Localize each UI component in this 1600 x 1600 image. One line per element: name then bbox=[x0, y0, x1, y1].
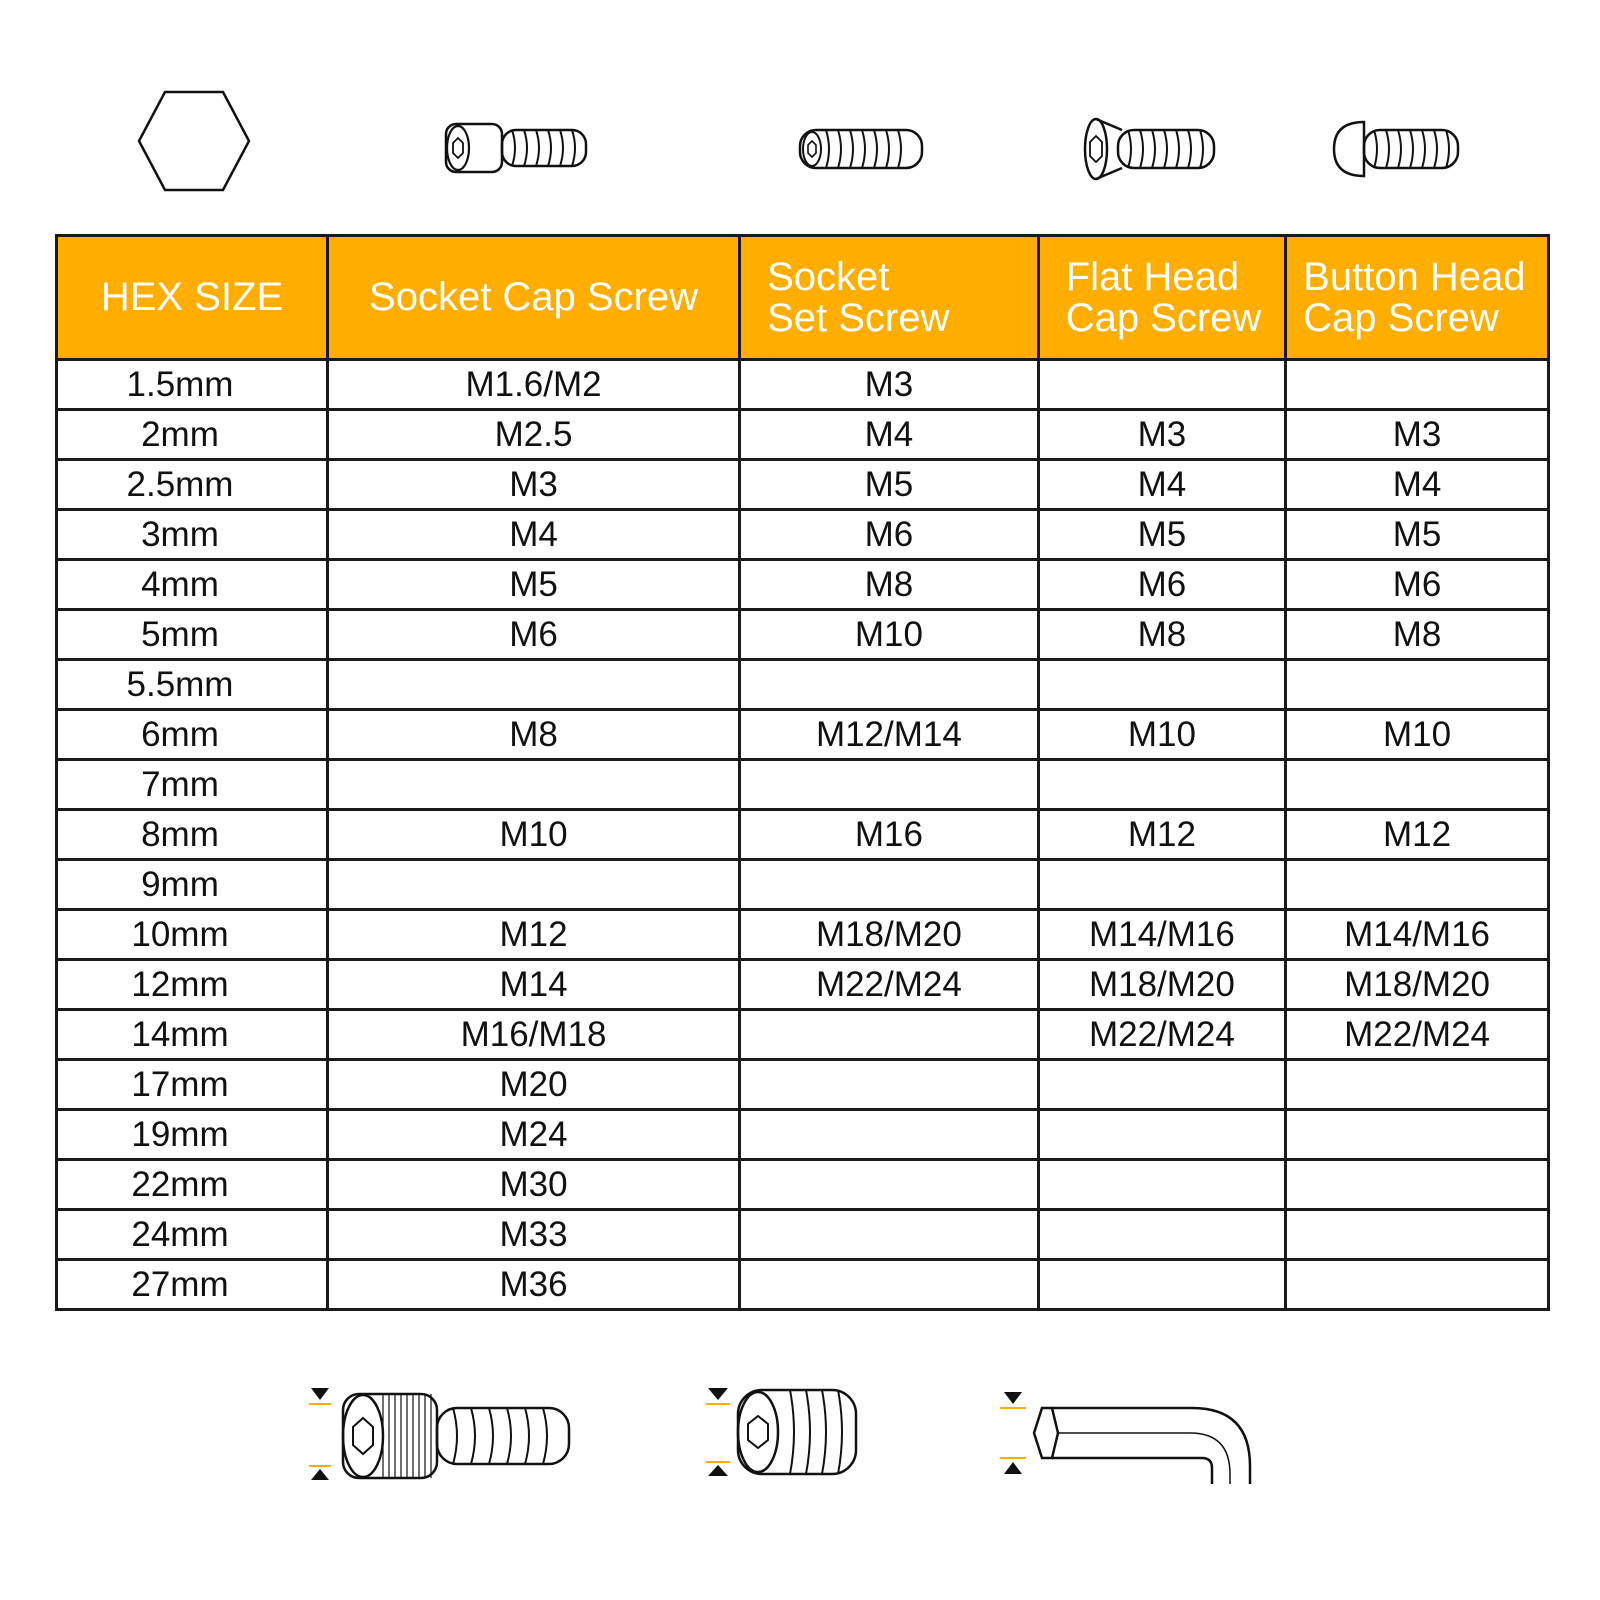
screw-size-cell: M5 bbox=[740, 460, 1039, 510]
hex-size-cell: 8mm bbox=[57, 810, 328, 860]
hex-size-cell: 22mm bbox=[57, 1160, 328, 1210]
screw-size-cell bbox=[1286, 1210, 1549, 1260]
table-row bbox=[57, 1010, 1549, 1060]
set-screw-measure-diagram bbox=[702, 1380, 862, 1490]
top-icon-row bbox=[0, 90, 1600, 210]
screw-size-cell: M22/M24 bbox=[1038, 1010, 1285, 1060]
screw-size-cell: M12 bbox=[1038, 810, 1285, 860]
screw-size-cell bbox=[1038, 1110, 1285, 1160]
screw-size-cell: M8 bbox=[1286, 610, 1549, 660]
screw-size-cell: M5 bbox=[1038, 510, 1285, 560]
screw-size-cell bbox=[740, 1060, 1039, 1110]
screw-size-cell bbox=[327, 660, 739, 710]
screw-size-cell bbox=[740, 1110, 1039, 1160]
column-header-flat-head-cap-screw: Flat Head Cap Screw bbox=[1038, 236, 1285, 360]
hex-size-cell: 5mm bbox=[57, 610, 328, 660]
screw-size-cell bbox=[1286, 1110, 1549, 1160]
screw-size-cell: M36 bbox=[327, 1260, 739, 1310]
column-header-socket-cap-screw: Socket Cap Screw bbox=[327, 236, 739, 360]
screw-size-cell: M12 bbox=[1286, 810, 1549, 860]
screw-size-cell: M18/M20 bbox=[1038, 960, 1285, 1010]
table-row bbox=[57, 660, 1549, 710]
screw-size-cell: M20 bbox=[327, 1060, 739, 1110]
table-row bbox=[57, 610, 1549, 660]
screw-size-cell bbox=[327, 760, 739, 810]
screw-size-cell bbox=[1286, 1260, 1549, 1310]
screw-size-cell: M10 bbox=[1286, 710, 1549, 760]
screw-size-cell: M22/M24 bbox=[740, 960, 1039, 1010]
table-row bbox=[57, 1160, 1549, 1210]
screw-size-cell bbox=[740, 1260, 1039, 1310]
screw-size-cell: M4 bbox=[327, 510, 739, 560]
socket-cap-screw-icon bbox=[444, 120, 592, 176]
screw-size-cell: M2.5 bbox=[327, 410, 739, 460]
hex-size-table bbox=[55, 234, 1550, 1311]
table-row bbox=[57, 910, 1549, 960]
screw-size-cell: M4 bbox=[740, 410, 1039, 460]
bottom-diagram-row bbox=[0, 1380, 1600, 1520]
screw-size-cell: M16/M18 bbox=[327, 1010, 739, 1060]
screw-size-cell bbox=[740, 660, 1039, 710]
hex-size-cell: 10mm bbox=[57, 910, 328, 960]
screw-size-cell bbox=[1286, 360, 1549, 410]
screw-size-cell bbox=[327, 860, 739, 910]
table-row bbox=[57, 710, 1549, 760]
screw-size-cell: M3 bbox=[1286, 410, 1549, 460]
screw-size-cell bbox=[1038, 1160, 1285, 1210]
screw-size-cell: M10 bbox=[740, 610, 1039, 660]
table-row bbox=[57, 560, 1549, 610]
hex-key-measure-diagram bbox=[996, 1380, 1260, 1490]
screw-size-cell bbox=[1286, 1060, 1549, 1110]
screw-size-cell: M6 bbox=[740, 510, 1039, 560]
hex-size-cell: 14mm bbox=[57, 1010, 328, 1060]
column-header-button-head-cap-screw: Button Head Cap Screw bbox=[1286, 236, 1549, 360]
screw-size-cell: M8 bbox=[740, 560, 1039, 610]
hex-size-cell: 19mm bbox=[57, 1110, 328, 1160]
table-row bbox=[57, 1210, 1549, 1260]
screw-size-cell: M22/M24 bbox=[1286, 1010, 1549, 1060]
screw-size-cell bbox=[740, 1210, 1039, 1260]
hex-size-cell: 1.5mm bbox=[57, 360, 328, 410]
table-row bbox=[57, 810, 1549, 860]
screw-size-cell bbox=[740, 860, 1039, 910]
screw-size-cell: M8 bbox=[327, 710, 739, 760]
screw-size-cell: M10 bbox=[327, 810, 739, 860]
table-row bbox=[57, 860, 1549, 910]
screw-size-cell: M14 bbox=[327, 960, 739, 1010]
hex-size-cell: 17mm bbox=[57, 1060, 328, 1110]
table-row bbox=[57, 510, 1549, 560]
hex-size-cell: 5.5mm bbox=[57, 660, 328, 710]
screw-size-cell: M6 bbox=[1286, 560, 1549, 610]
screw-size-cell bbox=[740, 1160, 1039, 1210]
screw-size-cell bbox=[1038, 1260, 1285, 1310]
socket-cap-screw-measure-diagram bbox=[305, 1380, 575, 1490]
screw-size-cell bbox=[1038, 1060, 1285, 1110]
table-body bbox=[57, 360, 1549, 1310]
screw-size-cell: M5 bbox=[327, 560, 739, 610]
screw-size-cell: M18/M20 bbox=[740, 910, 1039, 960]
screw-size-cell bbox=[740, 1010, 1039, 1060]
screw-size-cell bbox=[1038, 360, 1285, 410]
screw-size-cell: M24 bbox=[327, 1110, 739, 1160]
hex-size-cell: 6mm bbox=[57, 710, 328, 760]
screw-size-cell bbox=[1286, 660, 1549, 710]
screw-size-cell: M16 bbox=[740, 810, 1039, 860]
screw-size-cell: M5 bbox=[1286, 510, 1549, 560]
screw-size-cell bbox=[1038, 660, 1285, 710]
screw-size-cell: M12/M14 bbox=[740, 710, 1039, 760]
screw-size-cell bbox=[1286, 1160, 1549, 1210]
screw-size-cell bbox=[1286, 760, 1549, 810]
hex-size-cell: 7mm bbox=[57, 760, 328, 810]
hex-size-cell: 9mm bbox=[57, 860, 328, 910]
screw-size-cell: M4 bbox=[1038, 460, 1285, 510]
hex-size-cell: 12mm bbox=[57, 960, 328, 1010]
screw-size-cell bbox=[1286, 860, 1549, 910]
hex-size-cell: 3mm bbox=[57, 510, 328, 560]
table-header-row bbox=[57, 236, 1549, 360]
column-header-socket-set-screw: Socket Set Screw bbox=[740, 236, 1039, 360]
hex-size-cell: 2.5mm bbox=[57, 460, 328, 510]
screw-size-cell: M8 bbox=[1038, 610, 1285, 660]
button-head-screw-icon bbox=[1332, 116, 1462, 182]
screw-size-cell: M14/M16 bbox=[1038, 910, 1285, 960]
screw-size-cell bbox=[1038, 860, 1285, 910]
hexagon-icon bbox=[136, 90, 252, 192]
column-header-hex-size: HEX SIZE bbox=[57, 236, 328, 360]
table-row bbox=[57, 1110, 1549, 1160]
screw-size-cell: M3 bbox=[1038, 410, 1285, 460]
table-row bbox=[57, 460, 1549, 510]
hex-size-cell: 24mm bbox=[57, 1210, 328, 1260]
screw-size-cell: M33 bbox=[327, 1210, 739, 1260]
screw-size-cell: M3 bbox=[327, 460, 739, 510]
screw-size-cell: M14/M16 bbox=[1286, 910, 1549, 960]
table-row bbox=[57, 1060, 1549, 1110]
screw-size-cell: M18/M20 bbox=[1286, 960, 1549, 1010]
hex-size-cell: 2mm bbox=[57, 410, 328, 460]
screw-size-cell: M1.6/M2 bbox=[327, 360, 739, 410]
screw-size-cell bbox=[1038, 1210, 1285, 1260]
screw-size-cell: M10 bbox=[1038, 710, 1285, 760]
screw-size-cell: M6 bbox=[327, 610, 739, 660]
screw-size-cell: M12 bbox=[327, 910, 739, 960]
table-row bbox=[57, 760, 1549, 810]
screw-size-cell bbox=[1038, 760, 1285, 810]
table-row bbox=[57, 410, 1549, 460]
screw-size-cell: M30 bbox=[327, 1160, 739, 1210]
flat-head-screw-icon bbox=[1082, 116, 1218, 182]
screw-size-cell bbox=[740, 760, 1039, 810]
screw-size-cell: M3 bbox=[740, 360, 1039, 410]
screw-size-cell: M6 bbox=[1038, 560, 1285, 610]
table-row bbox=[57, 360, 1549, 410]
hex-size-cell: 4mm bbox=[57, 560, 328, 610]
hex-size-cell: 27mm bbox=[57, 1260, 328, 1310]
table-row bbox=[57, 1260, 1549, 1310]
table-row bbox=[57, 960, 1549, 1010]
screw-size-cell: M4 bbox=[1286, 460, 1549, 510]
socket-set-screw-icon bbox=[798, 126, 926, 172]
